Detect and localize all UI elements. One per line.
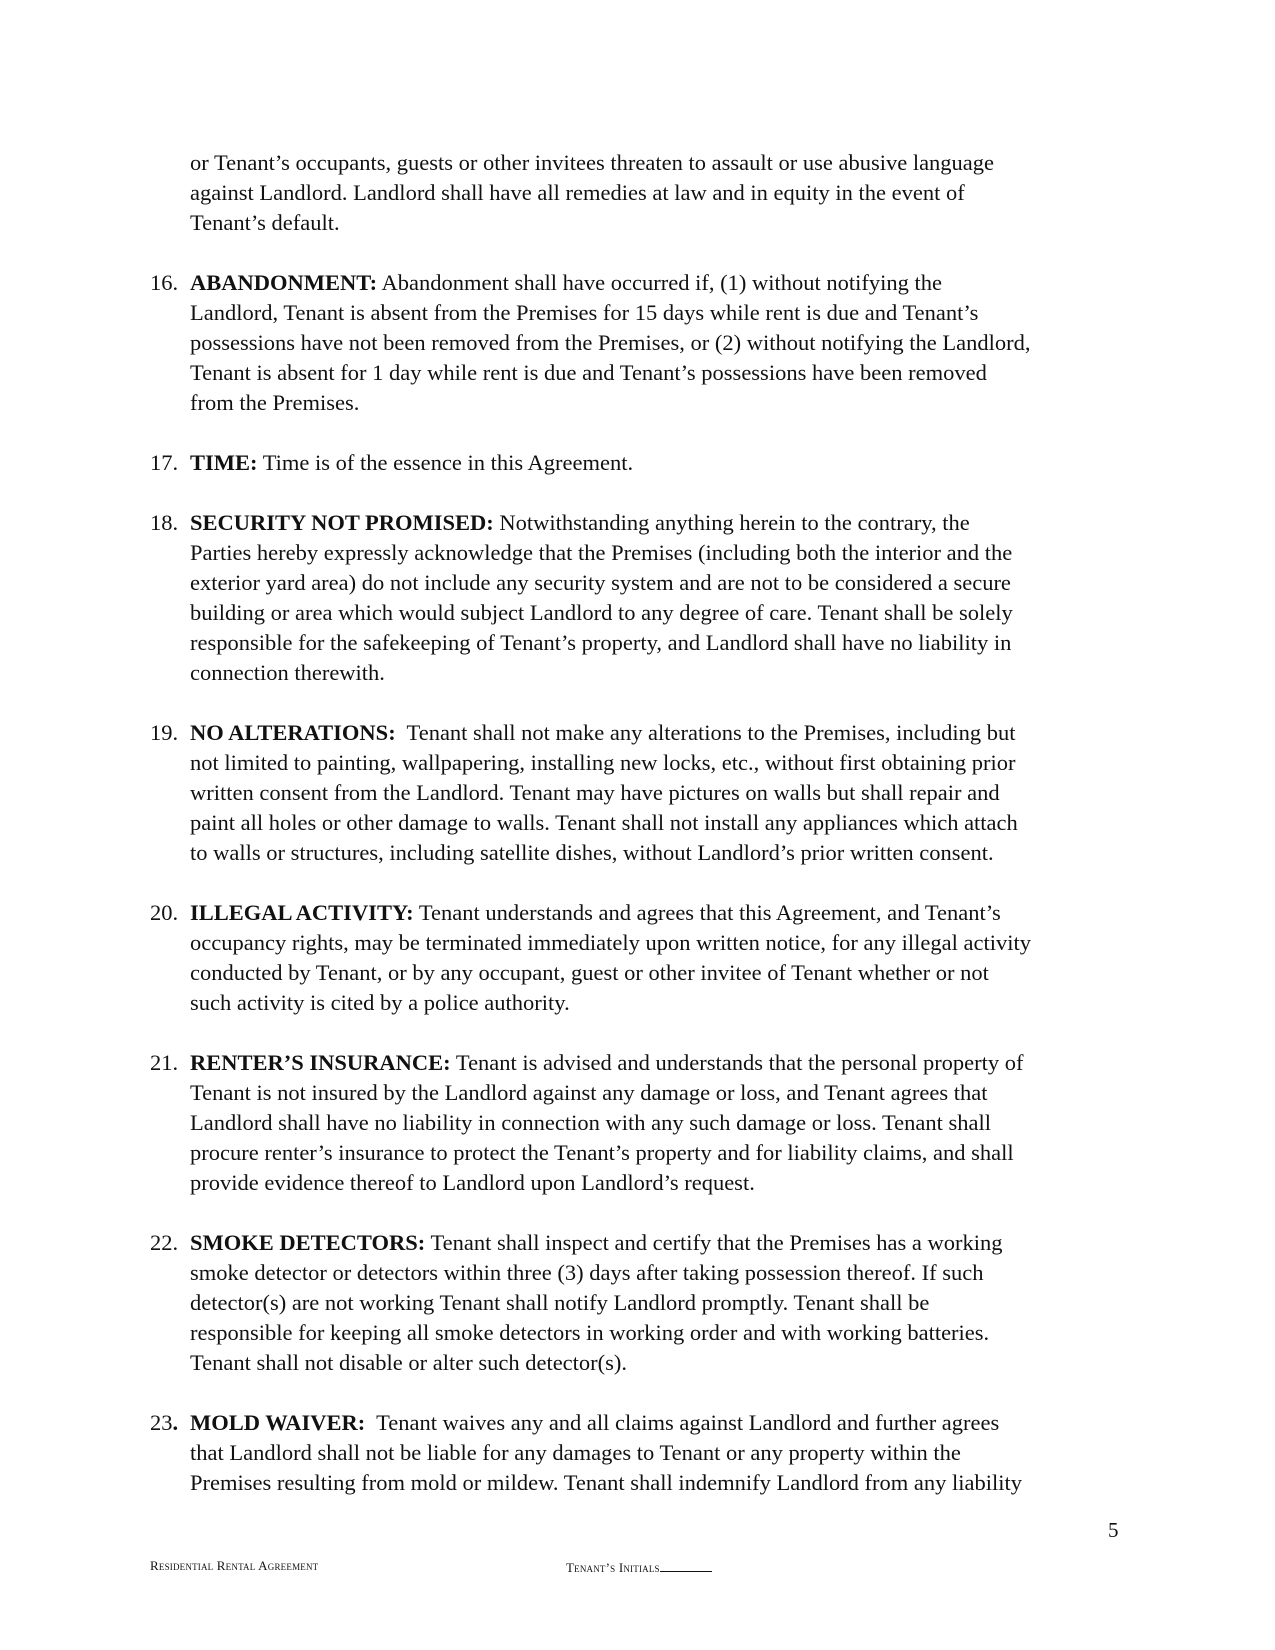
clause-number: 18. — [150, 510, 179, 535]
text-line: procure renter’s insurance to protect the Tenant’s property and for liability claims, and shall — [190, 1140, 1014, 1165]
clause-16-abandonment — [150, 268, 1130, 418]
clause-text: Tenant is advised and understands that the personal property of — [450, 1050, 1024, 1075]
text-line: conducted by Tenant, or by any occupant, guest or other invitee of Tenant whether or not — [190, 960, 989, 985]
clause-number: 23 — [150, 1410, 173, 1435]
text-line: Tenant is absent for 1 day while rent is due and Tenant’s possessions have been removed — [190, 360, 987, 385]
text-line: Tenant is not insured by the Landlord against any damage or loss, and Tenant agrees that — [190, 1080, 988, 1105]
clause-20-illegal-activity — [150, 898, 1130, 1018]
clause-23-mold-waiver — [150, 1408, 1130, 1498]
tenant-initials-label: Tenant’s Initials — [566, 1560, 660, 1575]
text-line: against Landlord. Landlord shall have all remedies at law and in equity in the event of — [190, 180, 965, 205]
clause-heading: SECURITY NOT PROMISED: — [190, 510, 494, 535]
text-line: or Tenant’s occupants, guests or other invitees threaten to assault or use abusive language — [190, 150, 995, 175]
clause-text: Tenant shall not make any alterations to the Premises, including but — [395, 720, 1016, 745]
footer-document-title: Residential Rental Agreement — [150, 1558, 319, 1573]
clause-18-security-not-promised — [150, 508, 1130, 688]
text-line: to walls or structures, including satellite dishes, without Landlord’s prior written consent. — [190, 840, 994, 865]
text-line: Tenant’s default. — [190, 210, 340, 235]
text-line: responsible for keeping all smoke detectors in working order and with working batteries. — [190, 1320, 990, 1345]
page-number: 5 — [1108, 1518, 1119, 1542]
text-line: paint all holes or other damage to walls. Tenant shall not install any appliances which attach — [190, 810, 1018, 835]
clause-text: Abandonment shall have occurred if, (1) without notifying the — [377, 270, 942, 295]
continuation-paragraph — [190, 148, 1130, 238]
text-line: Premises resulting from mold or mildew. Tenant shall indemnify Landlord from any liability — [190, 1470, 1023, 1495]
text-line: smoke detector or detectors within three (3) days after taking possession thereof. If such — [190, 1260, 984, 1285]
text-line: connection therewith. — [190, 660, 385, 685]
text-line: responsible for the safekeeping of Tenant’s property, and Landlord shall have no liability in — [190, 630, 1012, 655]
document-body — [150, 148, 1130, 1528]
text-line: detector(s) are not working Tenant shall notify Landlord promptly. Tenant shall be — [190, 1290, 930, 1315]
clause-number: 21. — [150, 1050, 179, 1075]
clause-number: 19. — [150, 720, 179, 745]
clause-text: Tenant understands and agrees that this Agreement, and Tenant’s — [413, 900, 1001, 925]
text-line: occupancy rights, may be terminated immediately upon written notice, for any illegal activity — [190, 930, 1031, 955]
clause-heading: MOLD WAIVER: — [190, 1410, 366, 1435]
clause-19-no-alterations — [150, 718, 1130, 868]
text-line: from the Premises. — [190, 390, 360, 415]
clause-heading: SMOKE DETECTORS: — [190, 1230, 426, 1255]
tenant-initials-blank[interactable] — [660, 1558, 712, 1572]
footer-tenant-initials — [566, 1558, 712, 1576]
clause-text: Time is of the essence in this Agreement. — [257, 450, 634, 475]
clause-21-renters-insurance — [150, 1048, 1130, 1198]
clause-22-smoke-detectors — [150, 1228, 1130, 1378]
text-line: building or area which would subject Landlord to any degree of care. Tenant shall be solely — [190, 600, 1013, 625]
text-line: Tenant shall not disable or alter such detector(s). — [190, 1350, 628, 1375]
clause-number: 22. — [150, 1230, 179, 1255]
clause-text: Tenant waives any and all claims against Landlord and further agrees — [365, 1410, 1000, 1435]
text-line: possessions have not been removed from the Premises, or (2) without notifying the Landlord, — [190, 330, 1031, 355]
clause-text: Notwithstanding anything herein to the contrary, the — [493, 510, 970, 535]
clause-number-dot: . — [172, 1410, 179, 1435]
text-line: exterior yard area) do not include any security system and are not to be considered a secure — [190, 570, 1011, 595]
clause-number: 20. — [150, 900, 179, 925]
text-line: written consent from the Landlord. Tenant may have pictures on walls but shall repair and — [190, 780, 1000, 805]
text-line: not limited to painting, wallpapering, installing new locks, etc., without first obtaining prior — [190, 750, 1016, 775]
clause-heading: RENTER’S INSURANCE: — [190, 1050, 451, 1075]
clause-heading: ABANDONMENT: — [190, 270, 378, 295]
text-line: Parties hereby expressly acknowledge that the Premises (including both the interior and the — [190, 540, 1013, 565]
clause-number: 17. — [150, 450, 179, 475]
text-line: such activity is cited by a police authority. — [190, 990, 570, 1015]
clause-heading: NO ALTERATIONS: — [190, 720, 396, 745]
text-line: that Landlord shall not be liable for any damages to Tenant or any property within the — [190, 1440, 961, 1465]
text-line: Landlord, Tenant is absent from the Premises for 15 days while rent is due and Tenant’s — [190, 300, 979, 325]
clause-heading: TIME: — [190, 450, 258, 475]
clause-text: Tenant shall inspect and certify that the Premises has a working — [425, 1230, 1003, 1255]
text-line: Landlord shall have no liability in connection with any such damage or loss. Tenant shall — [190, 1110, 991, 1135]
clause-17-time — [150, 448, 1130, 478]
clause-heading: ILLEGAL ACTIVITY: — [190, 900, 414, 925]
text-line: provide evidence thereof to Landlord upon Landlord’s request. — [190, 1170, 755, 1195]
clause-number: 16. — [150, 270, 179, 295]
